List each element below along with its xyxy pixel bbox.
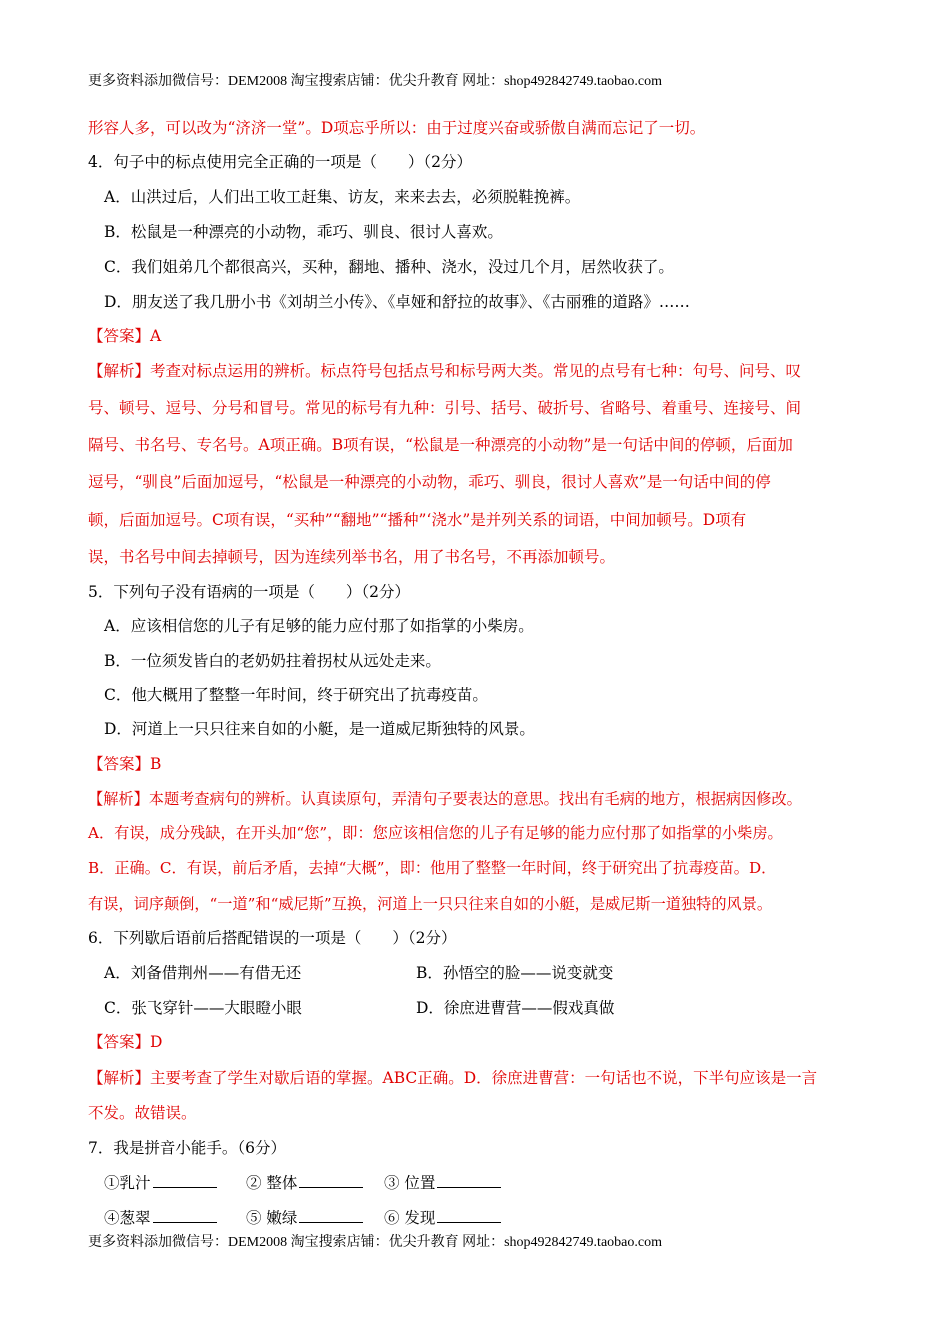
answer-blank[interactable] — [437, 1173, 501, 1188]
q5-analysis-line-1: 【解析】本题考查病句的辨析。认真读原句，弄清句子要表达的意思。找出有毛病的地方，根据病因修改。 — [88, 790, 802, 808]
q5-analysis-line-4: 有误，词序颠倒，“一道”和“威尼斯”互换，河道上一只只往来自如的小艇，是威尼斯一道独特的风景。 — [88, 895, 773, 913]
q6-answer-value: D — [150, 1033, 163, 1051]
analysis-tag: 【解析】 — [88, 362, 151, 380]
page-header: 更多资料添加微信号：DEM2008 淘宝搜索店铺：优尖升教育 网址：shop492842749.taobao.com — [88, 74, 662, 89]
q5-option-a: A．应该相信您的儿子有足够的能力应付那了如指掌的小柴房。 — [104, 617, 534, 635]
answer-blank[interactable] — [299, 1173, 363, 1188]
q5-answer — [88, 754, 161, 774]
q4-analysis-line-2: 号、顿号、逗号、分号和冒号。常见的标号有九种：引号、括号、破折号、省略号、着重号、连接号、间 — [88, 399, 802, 417]
q5-option-b: B．一位须发皆白的老奶奶拄着拐杖从远处走来。 — [104, 652, 441, 670]
q5-option-d: D．河道上一只只往来自如的小艇，是一道威尼斯独特的风景。 — [104, 720, 535, 738]
q7-item-1: ①乳汁 — [104, 1173, 217, 1193]
answer-blank[interactable] — [437, 1208, 501, 1223]
q6-answer — [88, 1032, 162, 1052]
q7-item-2: ② 整体 — [246, 1173, 363, 1193]
q4-stem: 4．句子中的标点使用完全正确的一项是（ ）（2分） — [88, 153, 472, 171]
answer-blank[interactable] — [299, 1208, 363, 1223]
q6-option-d: D．徐庶进曹营——假戏真做 — [416, 999, 615, 1017]
q4-analysis-line-1: 【解析】考查对标点运用的辨析。标点符号包括点号和标号两大类。常见的点号有七种：句号、问号、叹 — [88, 362, 802, 380]
q4-analysis-line-5: 顿，后面加逗号。C项有误，“买种”“翻地”“播种”‘浇水”是并列关系的词语，中间加顿号。D项有 — [88, 511, 747, 529]
q4-analysis-line-3: 隔号、书名号、专名号。A项正确。B项有误，“松鼠是一种漂亮的小动物”是一句话中间的停顿，后面加 — [88, 436, 793, 454]
answer-blank[interactable] — [153, 1173, 217, 1188]
q4-analysis-line-4: 逗号，“驯良”后面加逗号，“松鼠是一种漂亮的小动物，乖巧、驯良，很讨人喜欢”是一句话中间的停 — [88, 473, 771, 491]
q4-option-a: A．山洪过后，人们出工收工赶集、访友，来来去去，必须脱鞋挽裤。 — [104, 188, 581, 206]
q6-option-c: C．张飞穿针——大眼瞪小眼 — [104, 999, 302, 1017]
q4-option-d: D．朋友送了我几册小书《刘胡兰小传》、《卓娅和舒拉的故事》、《古丽雅的道路》…… — [104, 293, 690, 311]
answer-tag: 【答案】 — [88, 1033, 151, 1051]
q4-answer — [88, 326, 161, 346]
q6-analysis-line-2: 不发。故错误。 — [88, 1104, 197, 1122]
q7-item-5: ⑤ 嫩绿 — [246, 1208, 363, 1228]
q4-answer-value: A — [150, 327, 162, 345]
q5-stem: 5．下列句子没有语病的一项是（ ）（2分） — [88, 583, 410, 601]
q6-option-a: A．刘备借荆州——有借无还 — [104, 964, 302, 982]
q7-item-6: ⑥ 发现 — [384, 1208, 501, 1228]
answer-blank[interactable] — [153, 1208, 217, 1223]
continuation-text: 形容人多，可以改为“济济一堂”。D项忘乎所以：由于过度兴奋或骄傲自满而忘记了一切。 — [88, 119, 706, 137]
q4-analysis-line-6: 误，书名号中间去掉顿号，因为连续列举书名，用了书名号，不再添加顿号。 — [88, 548, 616, 566]
answer-tag: 【答案】 — [88, 327, 151, 345]
analysis-tag: 【解析】 — [88, 1069, 151, 1087]
q5-option-c: C．他大概用了整整一年时间，终于研究出了抗毒疫苗。 — [104, 686, 488, 704]
q7-item-3: ③ 位置 — [384, 1173, 501, 1193]
q4-option-c: C．我们姐弟几个都很高兴，买种，翻地、播种、浇水，没过几个月，居然收获了。 — [104, 258, 674, 276]
answer-tag: 【答案】 — [88, 755, 151, 773]
q6-stem: 6．下列歇后语前后搭配错误的一项是（ ）（2分） — [88, 929, 457, 947]
q5-answer-value: B — [150, 755, 162, 773]
q6-analysis-line-1: 【解析】主要考查了学生对歇后语的掌握。ABC正确。D．徐庶进曹营：一句话也不说，下半句应该是一言 — [88, 1069, 818, 1087]
q5-analysis-line-3: B．正确。C．有误，前后矛盾，去掉“大概”，即：他用了整整一年时间，终于研究出了抗毒疫苗。D． — [88, 859, 777, 877]
q5-analysis-line-2: A．有误，成分残缺，在开头加“您”，即：您应该相信您的儿子有足够的能力应付那了如指掌的小柴房。 — [88, 824, 783, 842]
q4-option-b: B．松鼠是一种漂亮的小动物，乖巧、驯良、很讨人喜欢。 — [104, 223, 503, 241]
q6-option-b: B．孙悟空的脸——说变就变 — [416, 964, 614, 982]
q7-item-4: ④葱翠 — [104, 1208, 217, 1228]
q7-stem: 7．我是拼音小能手。（6分） — [88, 1139, 286, 1157]
page-footer: 更多资料添加微信号：DEM2008 淘宝搜索店铺：优尖升教育 网址：shop492842749.taobao.com — [88, 1235, 662, 1250]
analysis-tag: 【解析】 — [88, 790, 149, 808]
